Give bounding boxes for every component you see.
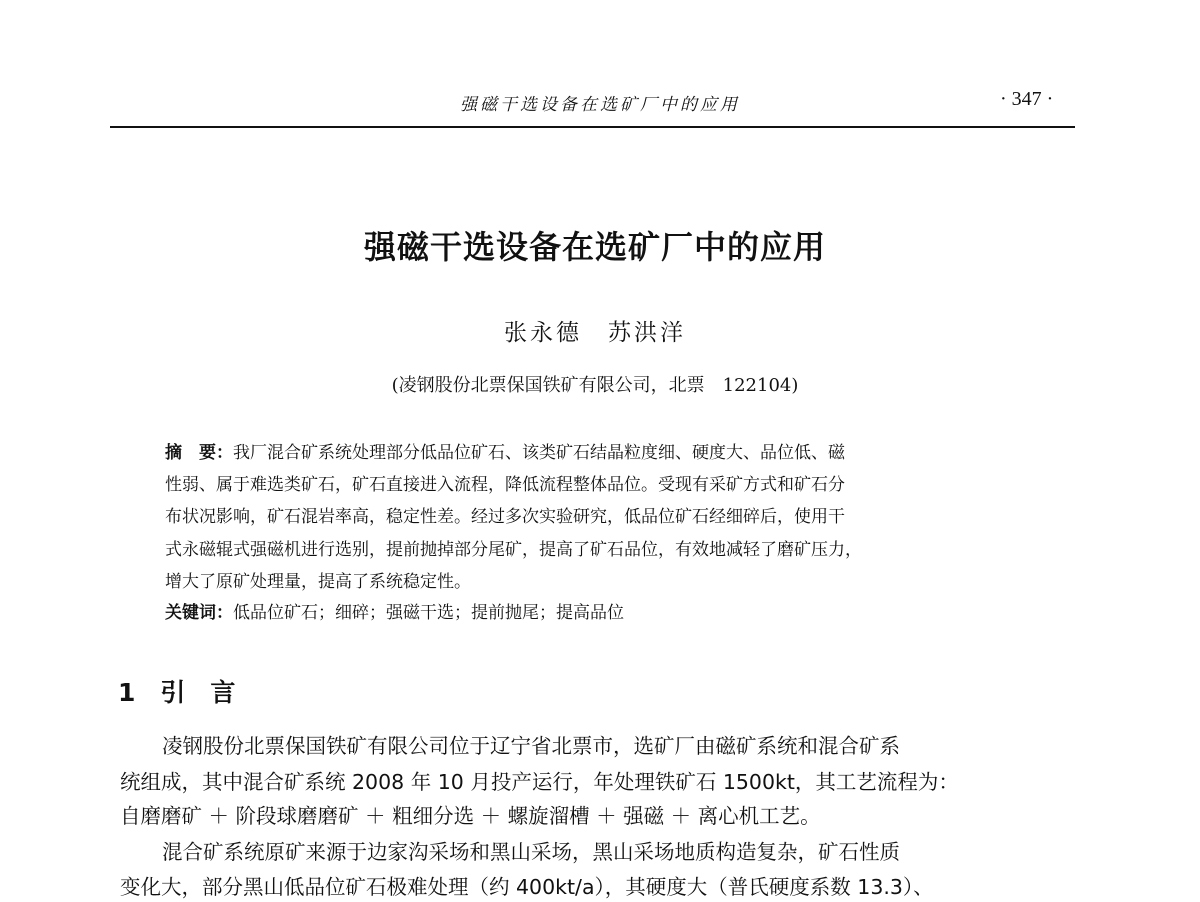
keywords-text: 低品位矿石；细碎；强磁干选；提前抛尾；提高品位 <box>233 603 624 623</box>
abstract-line: 性弱、属于难选类矿石，矿石直接进入流程，降低流程整体品位。受现有采矿方式和矿石分 <box>165 475 845 495</box>
abstract-text: 我厂混合矿系统处理部分低品位矿石、该类矿石结晶粒度细、硬度大、品位低、磁 <box>233 443 845 463</box>
abstract-line: 布状况影响，矿石混岩率高，稳定性差。经过多次实验研究，低品位矿石经细碎后，使用干 <box>165 507 845 527</box>
body-line: 混合矿系统原矿来源于边家沟采场和黑山采场，黑山采场地质构造复杂，矿石性质 <box>162 840 900 864</box>
header-rule <box>110 126 1075 128</box>
running-title: 强磁干选设备在选矿厂中的应用 <box>460 95 740 115</box>
abstract-line: 式永磁辊式强磁机进行选别，提前抛掉部分尾矿，提高了矿石品位，有效地减轻了磨矿压力， <box>165 540 862 560</box>
authors: 张永德 苏洪洋 <box>504 320 686 346</box>
body-line: 统组成，其中混合矿系统 2008 年 10 月投产运行，年处理铁矿石 1500kt，其工艺流程为： <box>120 770 959 794</box>
abstract-line: 增大了原矿处理量，提高了系统稳定性。 <box>165 572 471 592</box>
abstract-label: 摘 要： <box>165 443 233 463</box>
abstract-line <box>165 438 845 463</box>
keywords-line <box>165 598 624 623</box>
body-line: 自磨磨矿 ＋ 阶段球磨磨矿 ＋ 粗细分选 ＋ 螺旋溜槽 ＋ 强磁 ＋ 离心机工艺。 <box>120 804 821 828</box>
body-line: 变化大，部分黑山低品位矿石极难处理（约 400kt/a），其硬度大（普氏硬度系数 13.3）、 <box>120 875 934 899</box>
paper-title: 强磁干选设备在选矿厂中的应用 <box>363 228 826 266</box>
body-line: 凌钢股份北票保国铁矿有限公司位于辽宁省北票市，选矿厂由磁矿系统和混合矿系 <box>162 734 900 758</box>
keywords-label: 关键词： <box>165 603 233 623</box>
page-number: · 347 · <box>1000 88 1054 110</box>
affiliation: (凌钢股份北票保国铁矿有限公司，北票 122104) <box>391 375 799 396</box>
section-heading: 1 引 言 <box>118 678 236 707</box>
